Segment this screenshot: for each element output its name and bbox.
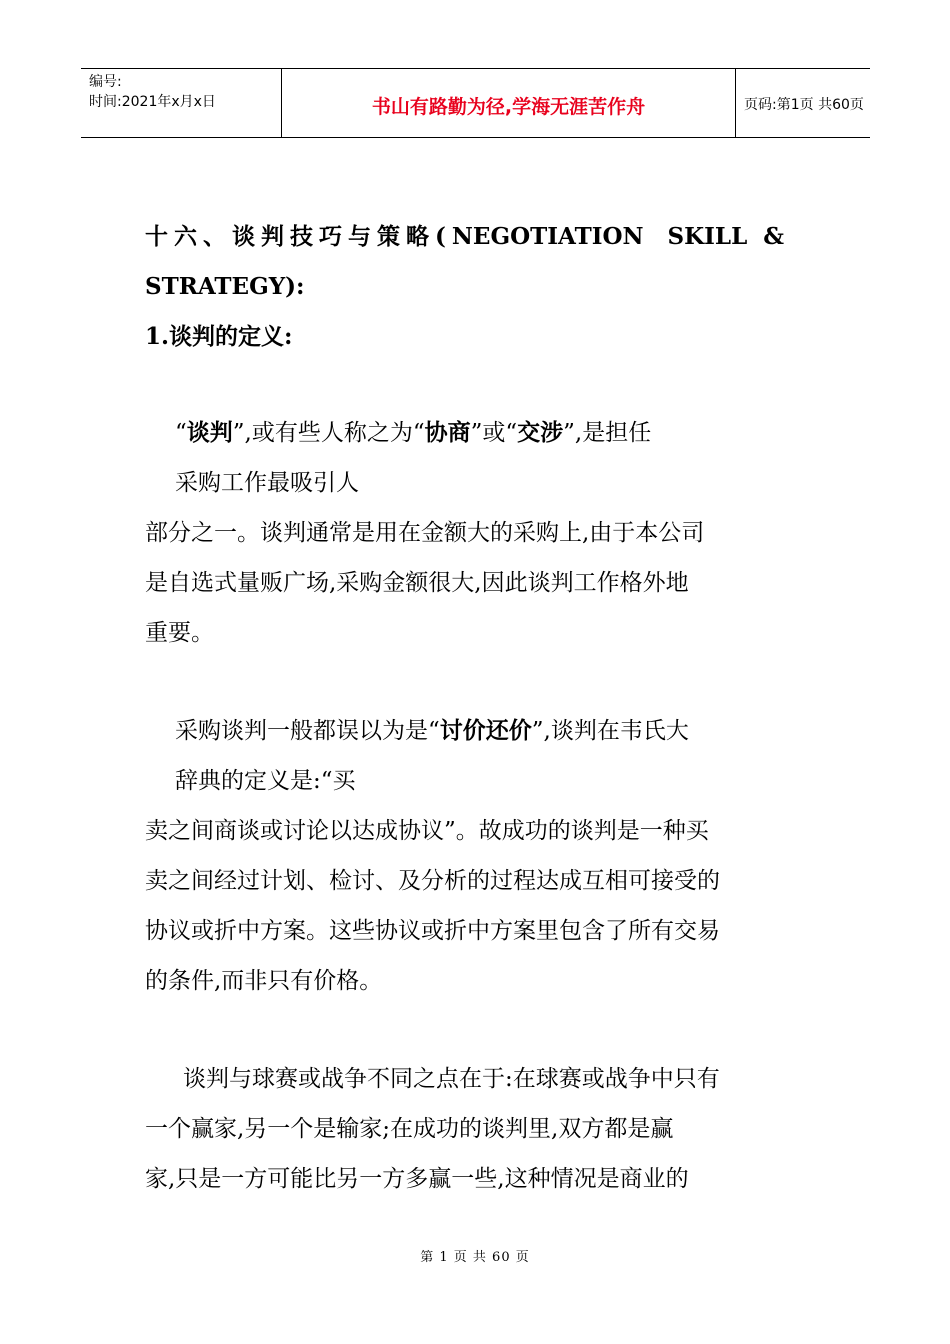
para2-line5: 协议或折中方案。这些协议或折中方案里包含了所有交易 [145, 918, 720, 944]
chapter-heading-en: NEGOTIATION SKILL & [451, 223, 785, 250]
para3-line2: 一个赢家,另一个是输家;在成功的谈判里,双方都是赢 [145, 1116, 674, 1142]
para1-text-b: ”或“ [470, 420, 518, 446]
chapter-heading-cn: 十六、谈判技巧与策略( [145, 223, 452, 250]
para2-line3: 卖之间商谈或讨论以达成协议”。故成功的谈判是一种买 [145, 818, 709, 844]
quote-open: “ [175, 420, 187, 446]
para1-line5: 重要。 [145, 620, 214, 646]
term-taojia: 讨价还价 [439, 717, 532, 744]
para2-line6: 的条件,而非只有价格。 [145, 968, 383, 994]
header-meta-cell [81, 69, 281, 137]
term-jiaoshe: 交涉 [517, 419, 564, 446]
header-page-cell [735, 69, 870, 137]
chapter-heading-line1 [145, 212, 808, 262]
para2-line2: 辞典的定义是:“买 [175, 768, 356, 794]
header-motto-cell [281, 69, 736, 137]
para2-text-b: ”,谈判在韦氏大 [531, 718, 689, 744]
para3-line1: 谈判与球赛或战争不同之点在于:在球赛或战争中只有 [183, 1066, 720, 1092]
para2-line4: 卖之间经过计划、检讨、及分析的过程达成互相可接受的 [145, 868, 720, 894]
para2-text-a: 采购谈判一般都误以为是“ [175, 718, 440, 744]
para1-line2: 采购工作最吸引人 [175, 470, 359, 496]
document-body [145, 212, 808, 1204]
para2-line1 [145, 706, 808, 756]
para1-text-a: ”,或有些人称之为“ [232, 420, 425, 446]
para1-line1 [145, 408, 808, 458]
term-tanpan: 谈判 [186, 419, 233, 446]
para1-line3: 部分之一。谈判通常是用在金额大的采购上,由于本公司 [145, 520, 705, 546]
page-header [81, 68, 870, 138]
para1-line4: 是自选式量贩广场,采购金额很大,因此谈判工作格外地 [145, 570, 689, 596]
time-label: 时间:2021年x月x日 [89, 94, 216, 110]
motto-text: 书山有路勤为径,学海无涯苦作舟 [371, 96, 646, 118]
chapter-heading-line2: STRATEGY): [145, 273, 305, 300]
number-label: 编号: [89, 74, 122, 90]
section-title: 1.谈判的定义: [145, 323, 293, 350]
page-footer: 第 1 页 共 60 页 [420, 1250, 530, 1265]
para1-text-c: ”,是担任 [563, 420, 652, 446]
term-xieshang: 协商 [424, 419, 471, 446]
page-info: 页码:第1页 共60页 [744, 97, 864, 113]
para3-line3: 家,只是一方可能比另一方多赢一些,这种情况是商业的 [145, 1166, 689, 1192]
